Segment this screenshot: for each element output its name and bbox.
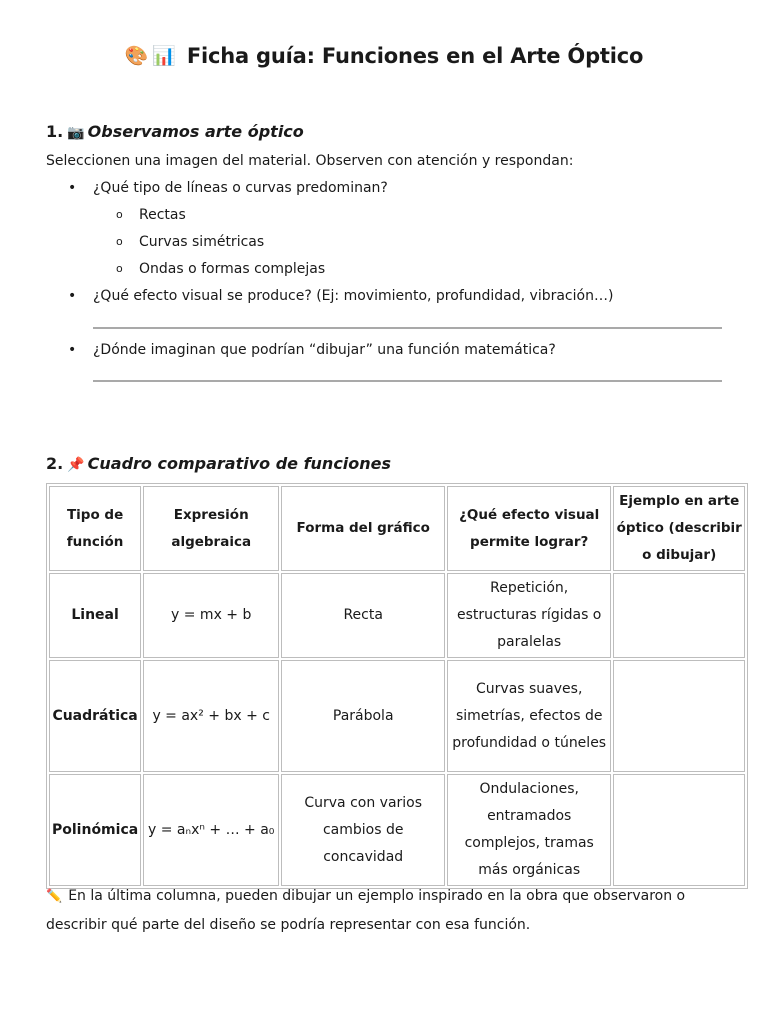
option-item [116, 207, 186, 223]
header-cell: Forma del gráfico [281, 486, 445, 571]
section1-title: Observamos arte óptico [87, 122, 304, 141]
answer-line-2[interactable] [93, 380, 722, 382]
bullet-dot: • [68, 342, 77, 358]
header-cell: Tipo de función [49, 486, 141, 571]
page-title-text: Ficha guía: Funciones en el Arte Óptico [186, 44, 644, 68]
cell-ejemplo[interactable] [613, 573, 745, 658]
cell-ejemplo[interactable] [613, 774, 745, 886]
section2-number: 2. [46, 454, 64, 473]
section1-intro: Seleccionen una imagen del material. Observen con atención y respondan: [46, 153, 574, 169]
bullet-dot: • [68, 180, 77, 196]
pencil-icon: ✏️ [46, 889, 63, 904]
palette-icon: 🎨 [124, 45, 149, 67]
cell-forma: Recta [281, 573, 445, 658]
question-1-text: ¿Qué tipo de líneas o curvas predominan? [93, 180, 388, 196]
question-1 [68, 180, 388, 196]
option-text: Rectas [139, 207, 186, 223]
sub-bullet: o [116, 235, 123, 248]
answer-line-1[interactable] [93, 327, 722, 329]
question-2-text: ¿Qué efecto visual se produce? (Ej: movimiento, profundidad, vibración…) [93, 288, 614, 304]
cell-expresion: y = mx + b [143, 573, 279, 658]
comparison-table [46, 483, 748, 889]
header-cell: Expresión algebraica [143, 486, 279, 571]
footnote [46, 882, 736, 939]
header-cell: Ejemplo en arte óptico (describir o dibujar) [613, 486, 745, 571]
question-3 [68, 342, 556, 358]
sub-bullet: o [116, 208, 123, 221]
section2-heading [46, 454, 391, 473]
question-2 [68, 288, 614, 304]
cell-tipo: Lineal [49, 573, 141, 658]
cell-forma: Parábola [281, 660, 445, 772]
page-title [0, 44, 768, 68]
cell-tipo: Polinómica [49, 774, 141, 886]
header-cell: ¿Qué efecto visual permite lograr? [447, 486, 611, 571]
cell-forma: Curva con varios cambios de concavidad [281, 774, 445, 886]
cell-expresion: y = aₙxⁿ + … + a₀ [143, 774, 279, 886]
camera-icon: 📷 [67, 125, 85, 141]
table-header-row [49, 486, 745, 571]
table-row [49, 660, 745, 772]
cell-efecto: Repetición, estructuras rígidas o paralelas [447, 573, 611, 658]
option-text: Ondas o formas complejas [139, 261, 326, 277]
cell-efecto: Curvas suaves, simetrías, efectos de profundidad o túneles [447, 660, 611, 772]
table-row [49, 774, 745, 886]
section1-heading [46, 122, 304, 141]
option-item [116, 234, 265, 250]
table-row [49, 573, 745, 658]
cell-efecto: Ondulaciones, entramados complejos, tramas más orgánicas [447, 774, 611, 886]
cell-expresion: y = ax² + bx + c [143, 660, 279, 772]
bullet-dot: • [68, 288, 77, 304]
sub-bullet: o [116, 262, 123, 275]
section2-title: Cuadro comparativo de funciones [87, 454, 392, 473]
footnote-text: En la última columna, pueden dibujar un ejemplo inspirado en la obra que observaron o describir qué parte del diseño se podría representar con esa función. [46, 888, 686, 933]
option-item [116, 261, 326, 277]
pushpin-icon: 📌 [67, 457, 85, 473]
cell-tipo: Cuadrática [49, 660, 141, 772]
option-text: Curvas simétricas [139, 234, 265, 250]
question-3-text: ¿Dónde imaginan que podrían “dibujar” una función matemática? [93, 342, 556, 358]
section1-number: 1. [46, 122, 64, 141]
cell-ejemplo[interactable] [613, 660, 745, 772]
bar-chart-icon: 📊 [152, 45, 176, 67]
